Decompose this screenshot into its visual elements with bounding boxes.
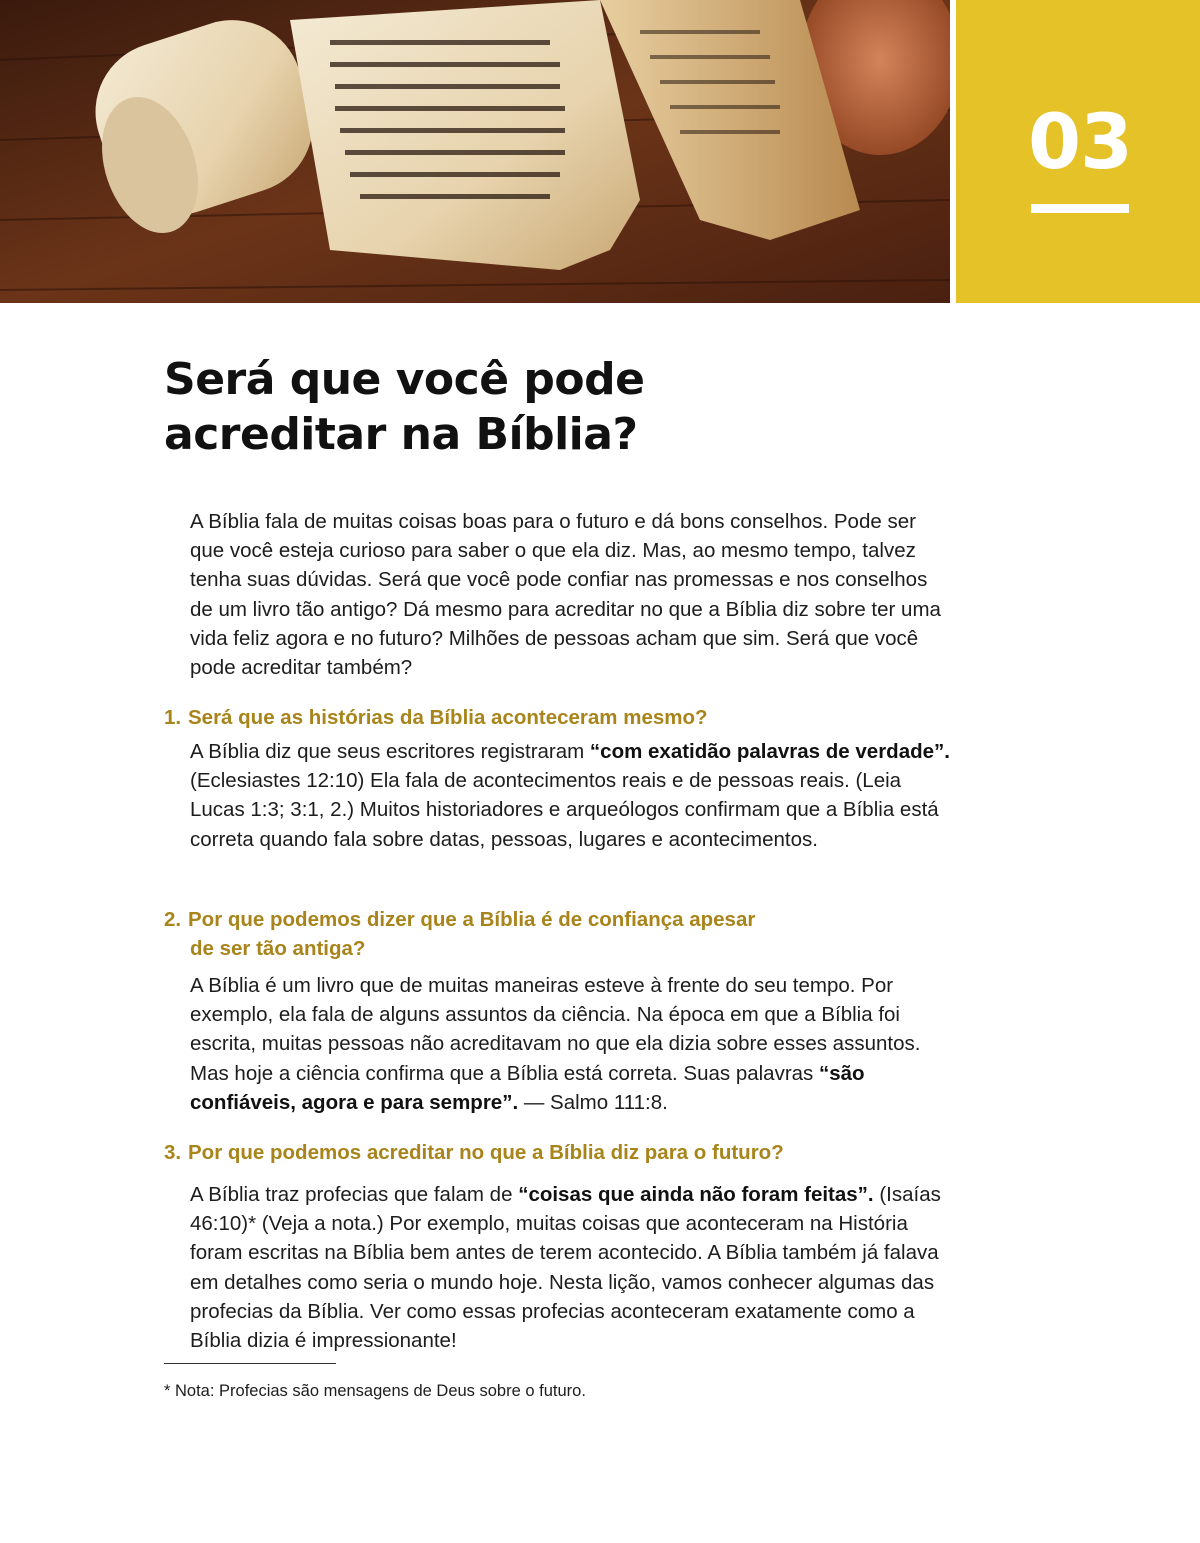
question-text: Por que podemos acreditar no que a Bíblia diz para o futuro? — [188, 1141, 784, 1164]
intro-paragraph: A Bíblia fala de muitas coisas boas para o futuro e dá bons conselhos. Pode ser que você esteja curioso para saber o que ela diz. Mas, ao mesmo tempo, talvez tenha suas dúvidas. Será que você pode confiar nas promessas e nos conselhos de um livro tão antigo? Dá mesmo para acreditar no que a Bíblia diz sobre ter uma vida feliz agora e no futuro? Milhões de pessoas acham que sim. Será que você pode acreditar também? — [190, 510, 941, 680]
lesson-number-box — [956, 0, 1200, 303]
scripture-quote: “com exatidão palavras de verdade”. — [589, 740, 950, 763]
answer-text: (Eclesiastes 12:10) Ela fala de acontecimentos reais e de pessoas reais. (Leia Lucas 1:3; 3:1, 2.) Muitos historiadores e arqueólogos confirmam que a Bíblia está correta quando fala sobre datas, pessoas, lugares e acontecimentos. — [190, 769, 939, 851]
page-title-line-2: acreditar na Bíblia? — [164, 409, 638, 460]
answer-3-paragraph — [190, 1180, 952, 1355]
question-number: 3. — [164, 1141, 182, 1164]
answer-2-paragraph — [190, 971, 952, 1117]
answer-1-paragraph — [190, 737, 952, 854]
footnote: * Nota: Profecias são mensagens de Deus sobre o futuro. — [164, 1382, 586, 1400]
question-text-line-2: de ser tão antiga? — [190, 937, 366, 960]
answer-text: A Bíblia é um livro que de muitas maneiras esteve à frente do seu tempo. Por exemplo, ela fala de alguns assuntos da ciência. Na época em que a Bíblia foi escrita, muitas pessoas não acreditavam no que ela dizia sobre esses assuntos. Mas hoje a ciência confirma que a Bíblia está correta. Suas palavras — [190, 974, 921, 1085]
question-2-heading — [164, 905, 944, 963]
answer-text: A Bíblia diz que seus escritores registraram — [190, 740, 590, 763]
hero-image-scrolls — [0, 0, 950, 303]
question-text: Será que as histórias da Bíblia aconteceram mesmo? — [188, 706, 708, 729]
question-1-heading — [164, 703, 944, 732]
page-title-line-1: Será que você pode — [164, 354, 645, 405]
page-title — [164, 352, 864, 462]
lesson-number: 03 — [1028, 97, 1132, 186]
footnote-divider — [164, 1363, 336, 1364]
answer-text: A Bíblia traz profecias que falam de — [190, 1183, 519, 1206]
answer-text: — Salmo 111:8. — [518, 1090, 668, 1114]
scripture-quote: “coisas que ainda não foram feitas”. — [518, 1183, 874, 1206]
lesson-number-underline — [1031, 204, 1129, 213]
question-3-heading — [164, 1138, 944, 1167]
scripture-quote: “são confiáveis, agora e para sempre”. — [190, 1061, 865, 1114]
question-number: 2. — [164, 908, 182, 931]
answer-text: (Isaías 46:10)* (Veja a nota.) Por exemplo, muitas coisas que aconteceram na História foram escritas na Bíblia bem antes de terem acontecido. A Bíblia também já falava em detalhes como seria o mundo hoje. Nesta lição, vamos conhecer algumas das profecias da Bíblia. Ver como essas profecias aconteceram exatamente como a Bíblia dizia é impressionante! — [190, 1183, 941, 1353]
question-text-line-1: Por que podemos dizer que a Bíblia é de confiança apesar — [188, 908, 756, 931]
question-number: 1. — [164, 706, 182, 729]
